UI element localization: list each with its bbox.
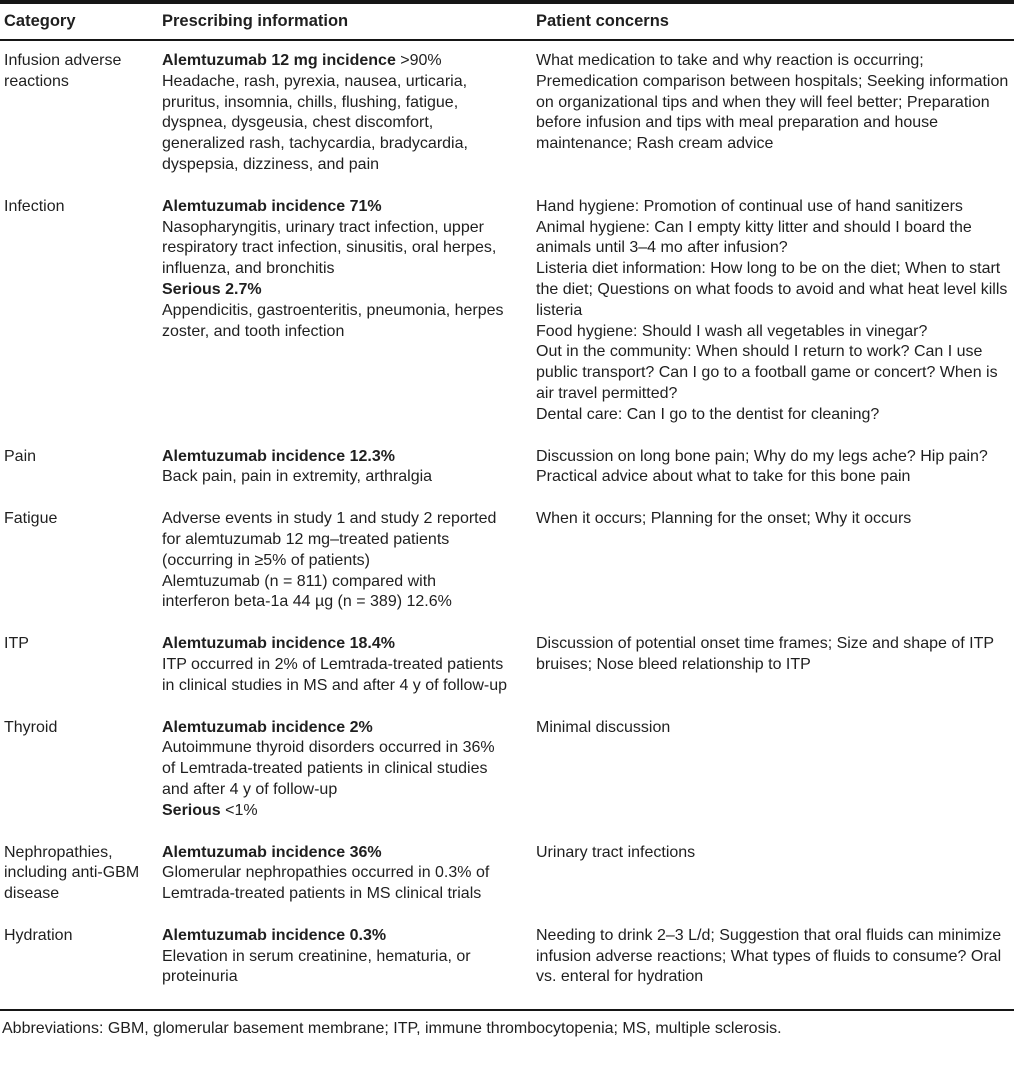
column-header-patient-concerns: Patient concerns bbox=[536, 12, 669, 30]
table-header-row bbox=[0, 4, 1014, 39]
concerns-cell bbox=[536, 509, 1014, 530]
prescribing-heading bbox=[162, 634, 508, 655]
prescribing-plain-text: ITP occurred in 2% of Lemtrada-treated patients in clinical studies in MS and after 4 y of follow-up bbox=[162, 655, 508, 694]
prescribing-plain-text: Headache, rash, pyrexia, nausea, urticaria, pruritus, insomnia, chills, flushing, fatigue, dyspnea, dysgeusia, chest discomfort, generalized rash, tachycardia, bradycardia, dyspepsia, dizziness, and pain bbox=[162, 72, 468, 173]
concerns-cell bbox=[536, 926, 1014, 988]
prescribing-text bbox=[162, 218, 508, 280]
concern-item: What medication to take and why reaction is occurring; Premedication comparison between hospitals; Seeking information on organizational tips and when they will feel better; Preparation before infusion and tips with meal preparation and house maintenance; Rash cream advice bbox=[536, 52, 1009, 153]
prescribing-cell bbox=[162, 51, 536, 176]
prescribing-heading bbox=[162, 843, 508, 864]
table-row bbox=[0, 51, 1014, 176]
concerns-cell bbox=[536, 447, 1014, 489]
table-row bbox=[0, 447, 1014, 489]
prescribing-cell bbox=[162, 843, 536, 905]
category-cell: Infusion adverse reactions bbox=[4, 52, 122, 90]
concern-item: Out in the community: When should I return to work? Can I use public transport? Can I go to a football game or concert? When is air travel permitted? bbox=[536, 343, 998, 402]
concern-item: Discussion of potential onset time frames; Size and shape of ITP bruises; Nose bleed relationship to ITP bbox=[536, 635, 994, 673]
prescribing-plain-text: Back pain, pain in extremity, arthralgia bbox=[162, 468, 433, 486]
concern-item: Dental care: Can I go to the dentist for cleaning? bbox=[536, 405, 880, 423]
table-row bbox=[0, 843, 1014, 905]
incidence-bold-text: Serious bbox=[162, 801, 221, 819]
table-row bbox=[0, 197, 1014, 426]
prescribing-plain-text: <1% bbox=[220, 801, 258, 819]
prescribing-cell bbox=[162, 447, 536, 489]
prescribing-text bbox=[162, 509, 508, 571]
prescribing-cell bbox=[162, 509, 536, 613]
prescribing-cell bbox=[162, 718, 536, 822]
concern-item: Hand hygiene: Promotion of continual use of hand sanitizers bbox=[536, 197, 963, 215]
table-row bbox=[0, 718, 1014, 822]
category-cell: ITP bbox=[4, 635, 29, 653]
category-cell: Nephropathies, including anti-GBM disease bbox=[4, 843, 140, 903]
prescribing-text bbox=[162, 738, 508, 800]
prescribing-cell bbox=[162, 634, 536, 696]
category-cell: Fatigue bbox=[4, 510, 58, 528]
prescribing-plain-text: Appendicitis, gastroenteritis, pneumonia, herpes zoster, and tooth infection bbox=[162, 301, 504, 340]
category-cell: Hydration bbox=[4, 926, 73, 944]
prescribing-plain-text: Adverse events in study 1 and study 2 reported for alemtuzumab 12 mg–treated patients (occurring in ≥5% of patients) bbox=[162, 510, 497, 569]
prescribing-heading bbox=[162, 280, 508, 301]
incidence-bold-text: Alemtuzumab 12 mg incidence bbox=[162, 52, 396, 69]
prescribing-plain-text: Nasopharyngitis, urinary tract infection, upper respiratory tract infection, sinusitis, oral herpes, influenza, and bronchitis bbox=[162, 218, 497, 278]
incidence-bold-text: Alemtuzumab incidence 2% bbox=[162, 718, 373, 736]
prescribing-plain-text: >90% bbox=[395, 52, 442, 69]
prescribing-cell bbox=[162, 197, 536, 343]
concern-item: Animal hygiene: Can I empty kitty litter and should I board the animals until 3–4 mo after infusion? bbox=[536, 218, 972, 257]
prescribing-text bbox=[162, 467, 508, 488]
prescribing-plain-text: Glomerular nephropathies occurred in 0.3% of Lemtrada-treated patients in MS clinical trials bbox=[162, 864, 490, 903]
column-header-category: Category bbox=[4, 12, 76, 30]
concerns-cell bbox=[536, 718, 1014, 739]
table-row bbox=[0, 509, 1014, 613]
concerns-cell bbox=[536, 843, 1014, 864]
concerns-cell bbox=[536, 197, 1014, 426]
prescribing-plain-text: Autoimmune thyroid disorders occurred in 36% of Lemtrada-treated patients in clinical studies and after 4 y of follow-up bbox=[162, 739, 495, 798]
concern-item: Needing to drink 2–3 L/d; Suggestion that oral fluids can minimize infusion adverse reactions; What types of fluids to consume? Oral vs. enteral for hydration bbox=[536, 926, 1002, 986]
abbreviations-note: Abbreviations: GBM, glomerular basement membrane; ITP, immune thrombocytopenia; MS, multiple sclerosis. bbox=[2, 1020, 782, 1038]
concerns-cell bbox=[536, 634, 1014, 676]
incidence-bold-text: Alemtuzumab incidence 18.4% bbox=[162, 635, 395, 653]
table-row bbox=[0, 926, 1014, 988]
prescribing-text bbox=[162, 863, 508, 905]
prescribing-heading bbox=[162, 926, 508, 947]
incidence-bold-text: Alemtuzumab incidence 12.3% bbox=[162, 447, 395, 465]
prescribing-heading bbox=[162, 197, 508, 218]
prescribing-heading bbox=[162, 718, 508, 739]
concern-item: Discussion on long bone pain; Why do my legs ache? Hip pain? Practical advice about what to take for this bone pain bbox=[536, 447, 988, 486]
concerns-cell bbox=[536, 51, 1014, 155]
category-cell: Pain bbox=[4, 447, 37, 465]
column-header-prescribing-information: Prescribing information bbox=[162, 12, 349, 30]
category-cell: Thyroid bbox=[4, 718, 58, 736]
incidence-bold-text: Alemtuzumab incidence 71% bbox=[162, 197, 382, 215]
prescribing-cell bbox=[162, 926, 536, 988]
prescribing-text bbox=[162, 572, 508, 614]
prescribing-plain-text: Elevation in serum creatinine, hematuria, or proteinuria bbox=[162, 947, 471, 986]
concern-item: Listeria diet information: How long to be on the diet; When to start the diet; Questions on what foods to avoid and what heat level kills listeria bbox=[536, 260, 1008, 319]
prescribing-plain-text: Alemtuzumab (n = 811) compared with interferon beta-1a 44 µg (n = 389) 12.6% bbox=[162, 572, 452, 611]
prescribing-heading bbox=[162, 447, 508, 468]
category-cell: Infection bbox=[4, 197, 65, 215]
prescribing-text bbox=[162, 947, 508, 989]
incidence-bold-text: Alemtuzumab incidence 0.3% bbox=[162, 926, 387, 944]
prescribing-text bbox=[162, 301, 508, 343]
prescribing-text bbox=[162, 72, 508, 176]
prescribing-text bbox=[162, 655, 508, 697]
concern-item: Minimal discussion bbox=[536, 718, 671, 736]
table-body bbox=[0, 41, 1014, 988]
incidence-bold-text: Serious 2.7% bbox=[162, 280, 262, 298]
incidence-bold-text: Alemtuzumab incidence 36% bbox=[162, 843, 382, 861]
prescribing-heading bbox=[162, 51, 508, 72]
concern-item: When it occurs; Planning for the onset; Why it occurs bbox=[536, 510, 912, 528]
table-row bbox=[0, 634, 1014, 696]
concern-item: Urinary tract infections bbox=[536, 843, 696, 861]
prescribing-heading bbox=[162, 801, 508, 822]
concern-item: Food hygiene: Should I wash all vegetables in vinegar? bbox=[536, 322, 928, 340]
